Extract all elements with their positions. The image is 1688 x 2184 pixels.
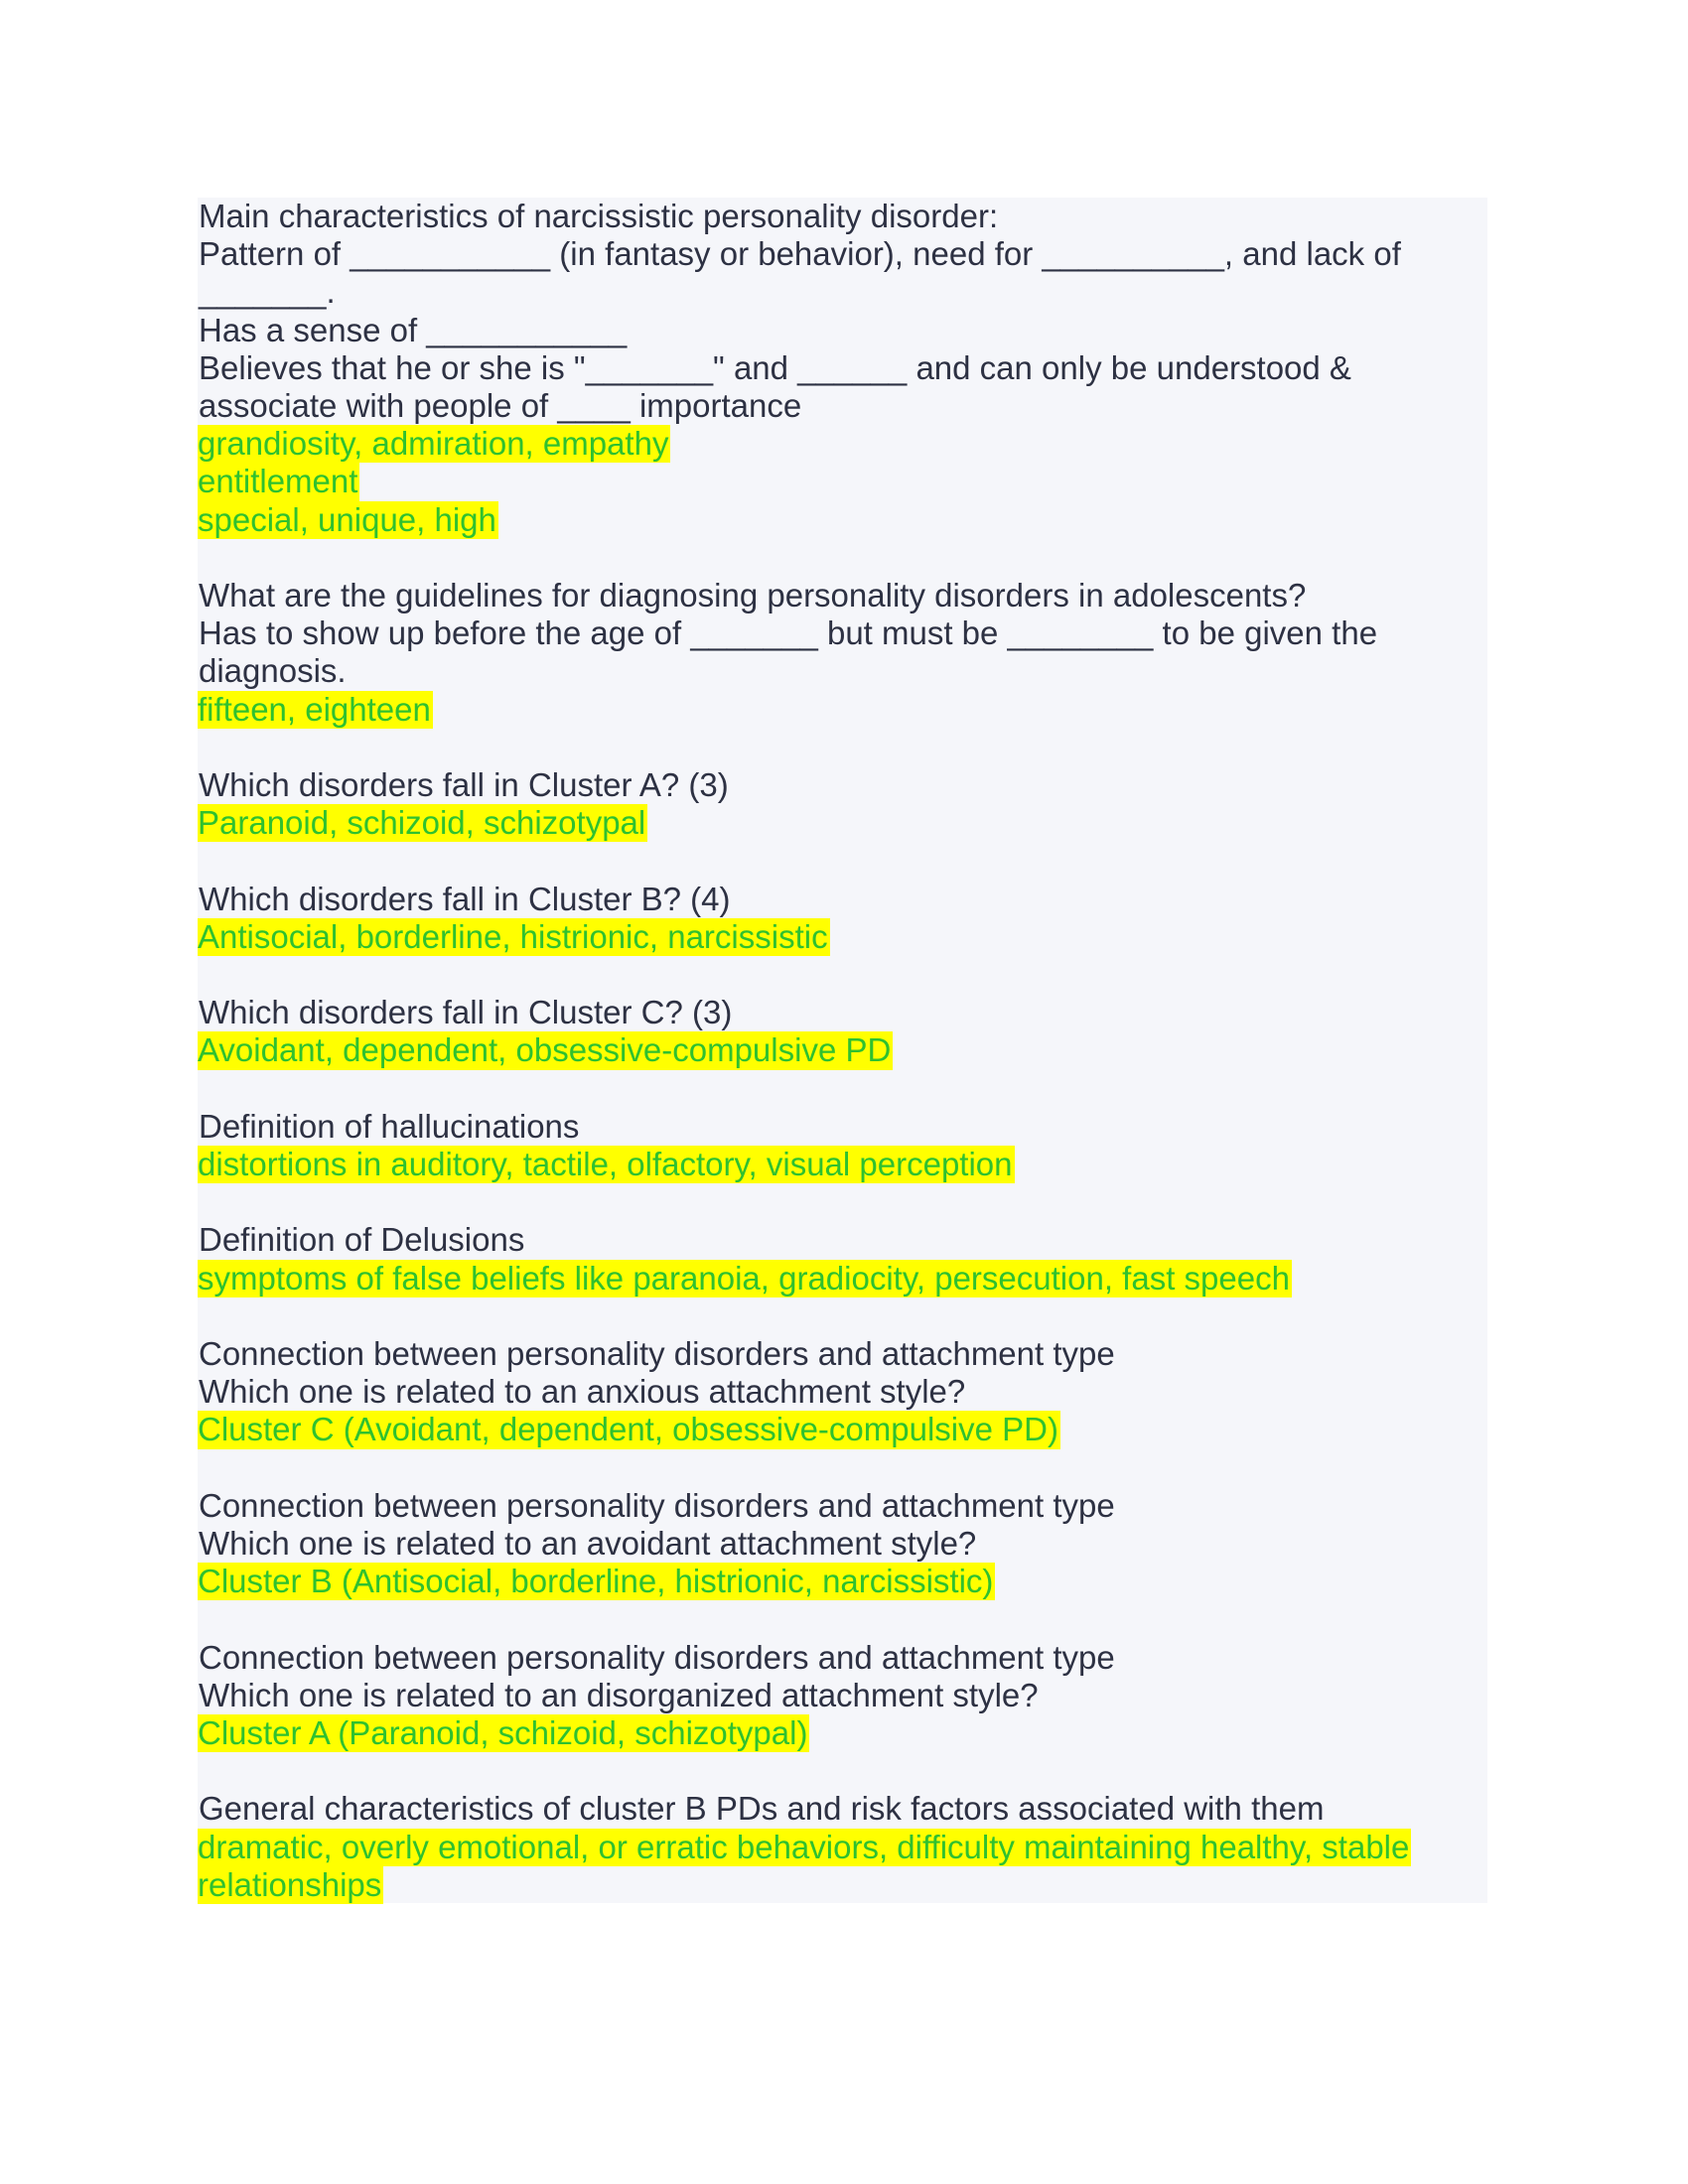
answer-line xyxy=(198,1411,1487,1448)
answer-line xyxy=(198,1866,1487,1904)
question-text-line: _______. xyxy=(199,273,336,311)
question-text-line: Believes that he or she is "_______" and ______ and can only be understood & xyxy=(199,348,1351,386)
answer-highlight-text: entitlement xyxy=(198,463,358,500)
question-text-line: Connection between personality disorders and attachment type xyxy=(199,1486,1115,1524)
answer-highlight-text: distortions in auditory, tactile, olfactory, visual perception xyxy=(198,1146,1013,1182)
answer-highlight-text: Antisocial, borderline, histrionic, narcissistic xyxy=(198,917,828,955)
question-text-line: Main characteristics of narcissistic personality disorder: xyxy=(199,198,999,234)
card-separator xyxy=(198,842,1487,880)
question-text-line: Connection between personality disorders and attachment type xyxy=(199,1638,1115,1676)
answer-line xyxy=(198,501,1487,539)
flashcard xyxy=(198,1335,1487,1449)
answer-line xyxy=(198,691,1487,729)
question-text-line: Which disorders fall in Cluster A? (3) xyxy=(199,766,729,804)
question-text-line: Definition of Delusions xyxy=(199,1221,525,1259)
card-separator xyxy=(198,729,1487,766)
flashcard-content-area xyxy=(198,198,1487,1903)
question-text-line: diagnosis. xyxy=(199,652,347,690)
answer-highlight-text: dramatic, overly emotional, or erratic behaviors, difficulty maintaining healthy, stable xyxy=(198,1828,1410,1865)
flashcard xyxy=(198,1221,1487,1297)
answer-highlight-text: special, unique, high xyxy=(198,500,496,538)
answer-line xyxy=(198,1829,1487,1866)
answer-line xyxy=(198,1146,1487,1183)
flashcard xyxy=(198,1790,1487,1904)
question-text-line: General characteristics of cluster B PDs and risk factors associated with them xyxy=(199,1790,1325,1828)
card-separator xyxy=(198,1600,1487,1638)
answer-highlight-text: grandiosity, admiration, empathy xyxy=(198,425,669,463)
question-text-line: Has to show up before the age of _______ but must be ________ to be given the xyxy=(199,614,1378,652)
question-text-line: Which one is related to an disorganized attachment style? xyxy=(199,1676,1039,1713)
answer-line xyxy=(198,1714,1487,1752)
answer-line xyxy=(198,1260,1487,1297)
question-text-line: What are the guidelines for diagnosing personality disorders in adolescents? xyxy=(199,577,1307,614)
flashcard xyxy=(198,198,1487,539)
question-text-line: Has a sense of ___________ xyxy=(199,311,628,348)
answer-line xyxy=(198,804,1487,842)
question-text-line: Which one is related to an anxious attachment style? xyxy=(199,1373,966,1411)
answer-line xyxy=(198,1563,1487,1600)
answer-highlight-text: fifteen, eighteen xyxy=(198,690,431,728)
card-separator xyxy=(198,539,1487,577)
answer-highlight-text: relationships xyxy=(198,1865,382,1903)
card-separator xyxy=(198,1752,1487,1790)
question-text-line: Which disorders fall in Cluster B? (4) xyxy=(199,880,731,917)
answer-highlight-text: Paranoid, schizoid, schizotypal xyxy=(198,804,646,842)
answer-highlight-text: Cluster B (Antisocial, borderline, histrionic, narcissistic) xyxy=(198,1563,994,1600)
flashcard xyxy=(198,577,1487,729)
question-text-line: Which one is related to an avoidant attachment style? xyxy=(199,1524,977,1562)
question-text-line: Pattern of ___________ (in fantasy or behavior), need for __________, and lack of xyxy=(199,235,1401,273)
card-separator xyxy=(198,1070,1487,1108)
question-text-line: Definition of hallucinations xyxy=(199,1107,580,1145)
question-text-line: Which disorders fall in Cluster C? (3) xyxy=(199,994,733,1031)
flashcard xyxy=(198,1487,1487,1601)
flashcard xyxy=(198,766,1487,842)
card-separator xyxy=(198,1183,1487,1221)
answer-line xyxy=(198,918,1487,956)
flashcard xyxy=(198,1108,1487,1183)
flashcard xyxy=(198,994,1487,1069)
answer-highlight-text: symptoms of false beliefs like paranoia, gradiocity, persecution, fast speech xyxy=(198,1259,1290,1297)
flashcard xyxy=(198,881,1487,956)
flashcard xyxy=(198,1639,1487,1753)
question-text-line: Connection between personality disorders and attachment type xyxy=(199,1334,1115,1372)
answer-line xyxy=(198,1031,1487,1069)
card-separator xyxy=(198,1449,1487,1487)
answer-highlight-text: Cluster C (Avoidant, dependent, obsessive-compulsive PD) xyxy=(198,1411,1058,1448)
answer-highlight-text: Cluster A (Paranoid, schizoid, schizotypal) xyxy=(198,1713,808,1751)
card-separator xyxy=(198,956,1487,994)
answer-highlight-text: Avoidant, dependent, obsessive-compulsive PD xyxy=(198,1031,892,1069)
answer-line xyxy=(198,463,1487,500)
answer-line xyxy=(198,425,1487,463)
question-text-line: associate with people of ____ importance xyxy=(199,387,802,425)
card-separator xyxy=(198,1297,1487,1335)
flashcard-list xyxy=(198,198,1487,1904)
